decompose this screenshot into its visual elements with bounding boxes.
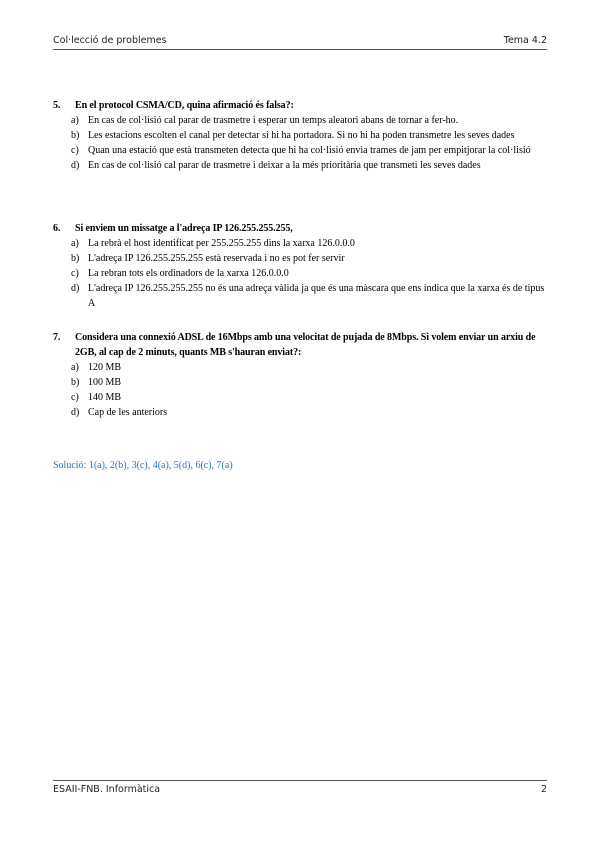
option-c: c) Quan una estació que està transmeten detecta que hi ha col·lisió envia trames de jam per empitjorar la col·lisió [71, 145, 531, 156]
solution-line: Solució: 1(a), 2(b), 3(c), 4(a), 5(d), 6(c), 7(a) [53, 460, 233, 471]
question-text: Si enviem un missatge a l'adreça IP 126.255.255.255, [75, 223, 293, 234]
option-b: b) L'adreça IP 126.255.255.255 està reservada i no es pot fer servir [71, 253, 345, 264]
option-b: b) Les estacions escolten el canal per detectar si hi ha portadora. Si no hi ha poden transmetre les seves dades [71, 130, 515, 141]
question-text: Considera una connexió ADSL de 16Mbps amb una velocitat de pujada de 8Mbps. Si volem enviar un arxiu de 2GB, al cap de 2 minuts, quants MB s'hauran enviat?: [75, 332, 536, 358]
question-text: En el protocol CSMA/CD, quina afirmació és falsa?: [75, 100, 294, 111]
option-d: d) En cas de col·lisió cal parar de trasmetre i deixar a la més prioritària que transmeti les seves dades [71, 160, 481, 171]
option-d: d) Cap de les anteriors [71, 407, 168, 418]
option-d: d) L'adreça IP 126.255.255.255 no és una adreça vàlida ja que és una màscara que ens indica que la xarxa és de tipus A [71, 283, 545, 309]
option-c: c) 140 MB [71, 392, 122, 403]
question-number: 5. [53, 100, 61, 111]
question-7 [53, 330, 547, 420]
option-c: c) La rebran tots els ordinadors de la xarxa 126.0.0.0 [71, 268, 289, 279]
header-collection-title: Col·lecció de problemes [53, 35, 167, 46]
page-number: 2 [540, 784, 547, 795]
page-header [53, 35, 547, 50]
question-5 [53, 98, 547, 173]
option-a: a) 120 MB [71, 362, 122, 373]
header-topic: Tema 4.2 [503, 35, 547, 46]
question-number: 7. [53, 332, 61, 343]
question-6 [53, 221, 547, 311]
option-a: a) La rebrà el host identificat per 255.255.255 dins la xarxa 126.0.0.0 [71, 238, 355, 249]
footer-course: ESAII-FNB. Informàtica [53, 784, 161, 795]
question-number: 6. [53, 223, 61, 234]
page-footer [53, 780, 547, 795]
option-a: a) En cas de col·lisió cal parar de trasmetre i esperar un temps aleatori abans de tornar a fer-ho. [71, 115, 459, 126]
option-b: b) 100 MB [71, 377, 122, 388]
